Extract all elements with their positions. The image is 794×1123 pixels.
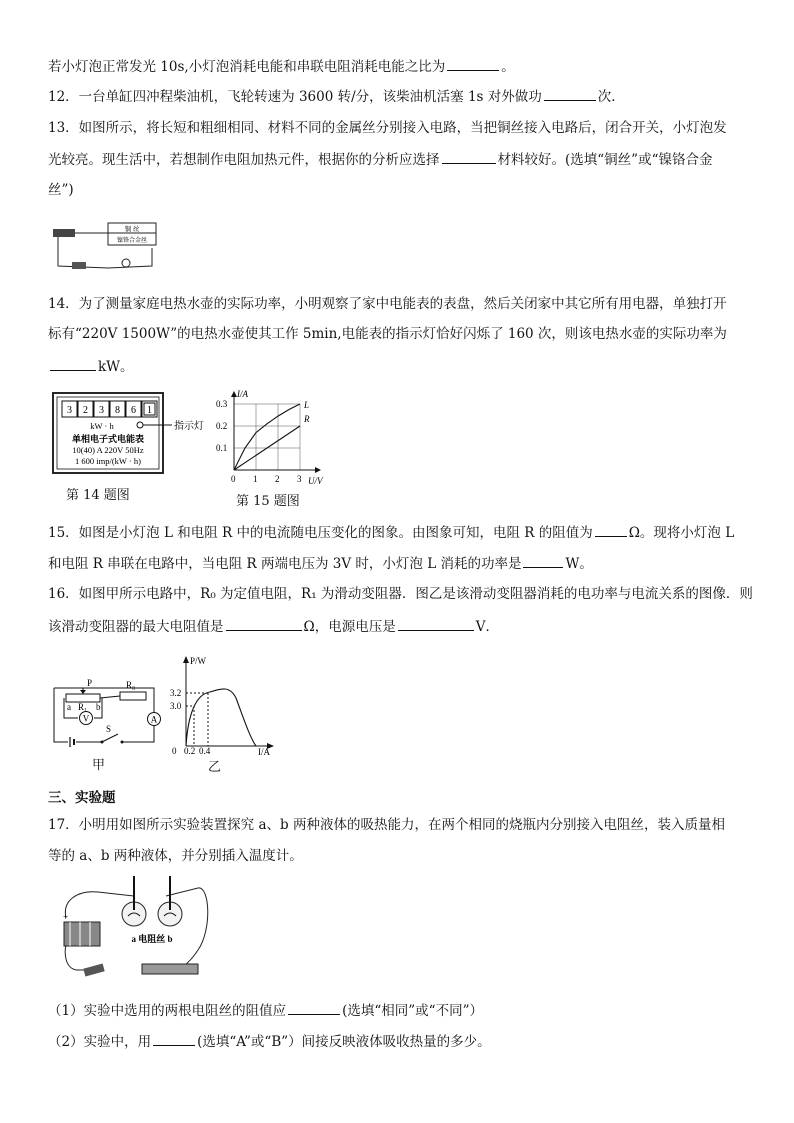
y-tick-label: 0.2 xyxy=(216,421,228,431)
q13-text-b: 材料较好。(选填“铜丝”或“镍铬合金 xyxy=(497,152,713,168)
q17-p2-end: (选填“A”或“B”）间接反映液体吸收热量的多少。 xyxy=(197,1034,491,1050)
meter-digit: 8 xyxy=(115,405,120,416)
svg-text:+: + xyxy=(63,912,69,922)
q17-line1: 17．小明用如图所示实验装置探究 a、b 两种液体的吸热能力，在两个相同的烧瓶内分别接入电阻丝，装入质量相 xyxy=(48,817,725,833)
battery-icon xyxy=(64,922,100,946)
meter-unit: kW · h xyxy=(90,421,114,431)
q17-part1 xyxy=(48,1000,483,1021)
q15-iu-chart xyxy=(214,388,326,486)
q17-blank-1[interactable] xyxy=(288,1000,340,1015)
graph-xlabel: I/A xyxy=(258,747,270,756)
q14-line2: 标有“220V 1500W”的电热水壶使其工作 5min,电能表的指示灯恰好闪烁了 160 次，则该电热水壶的实际功率为 xyxy=(48,326,727,342)
label-a: a xyxy=(67,702,71,712)
q17-fig-label: a 电阻丝 b xyxy=(131,934,173,944)
q11-tail xyxy=(48,56,515,77)
q12-text: 12．一台单缸四冲程柴油机，飞轮转速为 3600 转/分，该柴油机活塞 1s 对外做功 xyxy=(48,89,542,105)
meter-digit: 3 xyxy=(67,405,72,416)
q15-text-a: 15．如图是小灯泡 L 和电阻 R 中的电流随电压变化的图象。由图象可知，电阻 R 的阻值为 xyxy=(48,525,593,541)
q16-blank-1[interactable] xyxy=(226,616,302,631)
switch-icon xyxy=(72,262,86,269)
q16-power-current-graph xyxy=(170,654,280,756)
wire-label-nichrome: 镍铬合金丝 xyxy=(116,238,148,244)
q13-line2 xyxy=(48,149,712,170)
indicator-label: 指示灯 xyxy=(174,421,204,432)
q17-p1-text: （1）实验中选用的两根电阻丝的阻值应 xyxy=(48,1003,287,1019)
q11-end: 。 xyxy=(501,59,515,75)
q16-line2 xyxy=(48,616,499,637)
y-axis-label: I/A xyxy=(237,389,248,399)
q11-blank[interactable] xyxy=(447,56,499,71)
q15-text-b: Ω。现将小灯泡 L xyxy=(628,525,735,541)
graph-xtick-0.4: 0.4 xyxy=(199,746,211,756)
meter-digit: 1 xyxy=(147,405,152,416)
q15-blank-1[interactable] xyxy=(595,522,627,537)
q15-text-d: W。 xyxy=(565,556,593,572)
label-b: b xyxy=(96,702,101,712)
label-V: V xyxy=(82,713,90,724)
q14-line3 xyxy=(48,356,134,377)
q15-blank-2[interactable] xyxy=(523,553,563,568)
q17-part2 xyxy=(48,1031,491,1052)
power-curve xyxy=(186,689,256,746)
graph-ytick-3.2: 3.2 xyxy=(170,688,182,698)
meter-constant: 1 600 imp/(kW · h) xyxy=(75,456,141,466)
x-axis-arrow xyxy=(315,467,321,473)
q14-blank[interactable] xyxy=(50,356,96,371)
label-R0: R₀ xyxy=(126,680,136,690)
switch-icon xyxy=(83,964,104,977)
q14-line1: 14．为了测量家庭电热水壶的实际功率，小明观察了家中电能表的表盘，然后关闭家中其它所有用电器，单独打开 xyxy=(48,296,727,312)
series-line-L xyxy=(234,404,300,470)
question-12 xyxy=(48,86,625,107)
bulb-icon xyxy=(122,259,130,267)
q16-circuit-figure xyxy=(50,676,162,748)
battery-icon xyxy=(53,229,75,237)
indicator-light-icon xyxy=(137,422,143,428)
resistor-r0-icon xyxy=(120,692,146,700)
meter-digit: 3 xyxy=(99,405,104,416)
series-label-L: L xyxy=(304,400,310,410)
q17-blank-2[interactable] xyxy=(153,1031,195,1046)
graph-origin: 0 xyxy=(172,746,177,756)
q17-line2: 等的 a、b 两种液体，并分别插入温度计。 xyxy=(48,848,303,864)
meter-digit: 6 xyxy=(131,405,136,416)
q13-blank[interactable] xyxy=(442,149,496,164)
q13-text-a: 光较亮。现生活中，若想制作电阻加热元件，根据你的分析应选择 xyxy=(48,152,440,168)
q15-line1 xyxy=(48,522,734,543)
q16-caption-b: 乙 xyxy=(208,760,222,775)
q17-apparatus-figure xyxy=(58,870,214,978)
x-axis-label: U/V xyxy=(308,476,323,486)
q15-caption: 第 15 题图 xyxy=(236,494,300,509)
q12-blank[interactable] xyxy=(544,86,596,101)
q16-text-c: V． xyxy=(475,619,499,635)
y-tick-label: 0.3 xyxy=(216,399,228,409)
q14-unit: kW。 xyxy=(98,359,134,375)
q17-p2-text: （2）实验中，用 xyxy=(48,1034,152,1050)
label-P: P xyxy=(87,678,93,688)
q16-text-b: Ω，电源电压是 xyxy=(303,619,396,635)
q16-caption-a: 甲 xyxy=(92,758,106,773)
x-tick-label: 3 xyxy=(297,474,302,484)
rheostat-icon xyxy=(142,964,198,974)
rheostat-r1-icon xyxy=(66,694,100,702)
q17-p1-end: (选填“相同”或“不同”） xyxy=(342,1003,483,1019)
series-label-R: R xyxy=(304,414,310,424)
graph-ytick-3.0: 3.0 xyxy=(170,701,182,711)
meter-digit: 2 xyxy=(83,405,88,416)
energy-meter-figure xyxy=(52,392,212,478)
graph-ylabel: P/W xyxy=(190,656,207,666)
q11-text: 若小灯泡正常发光 10s,小灯泡消耗电能和串联电阻消耗电能之比为 xyxy=(48,59,446,75)
slider-arrow-icon xyxy=(80,690,86,694)
meter-rating: 10(40) A 220V 50Hz xyxy=(72,445,144,455)
q15-text-c: 和电阻 R 串联在电路中，当电阻 R 两端电压为 3V 时，小灯泡 L 消耗的功率是 xyxy=(48,556,522,572)
x-tick-label: 2 xyxy=(275,474,280,484)
q13-circuit-figure xyxy=(48,218,166,276)
x-tick-label: 0 xyxy=(231,474,236,484)
y-tick-label: 0.1 xyxy=(216,443,228,453)
meter-type: 单相电子式电能表 xyxy=(71,434,145,444)
label-A: A xyxy=(150,714,158,725)
q15-line2 xyxy=(48,553,593,574)
q13-line3: 丝”) xyxy=(48,182,74,198)
wire-label-copper: 铜 丝 xyxy=(124,226,140,233)
graph-xtick-0.2: 0.2 xyxy=(184,746,196,756)
q14-caption: 第 14 题图 xyxy=(66,488,130,503)
q12-end: 次． xyxy=(597,89,625,105)
q16-line1: 16．如图甲所示电路中，R₀ 为定值电阻，R₁ 为滑动变阻器．图乙是该滑动变阻器消耗的电功率与电流关系的图像．则 xyxy=(48,586,753,602)
q13-line1: 13．如图所示，将长短和粗细相同、材料不同的金属丝分别接入电路，当把铜丝接入电路后，闭合开关，小灯泡发 xyxy=(48,120,727,136)
x-tick-label: 1 xyxy=(253,474,258,484)
section-title-experiments: 三、实验题 xyxy=(48,790,116,806)
label-R1: R₁ xyxy=(78,702,88,712)
label-S: S xyxy=(106,724,112,734)
q16-blank-2[interactable] xyxy=(398,616,474,631)
q16-text-a: 该滑动变阻器的最大电阻值是 xyxy=(48,619,224,635)
